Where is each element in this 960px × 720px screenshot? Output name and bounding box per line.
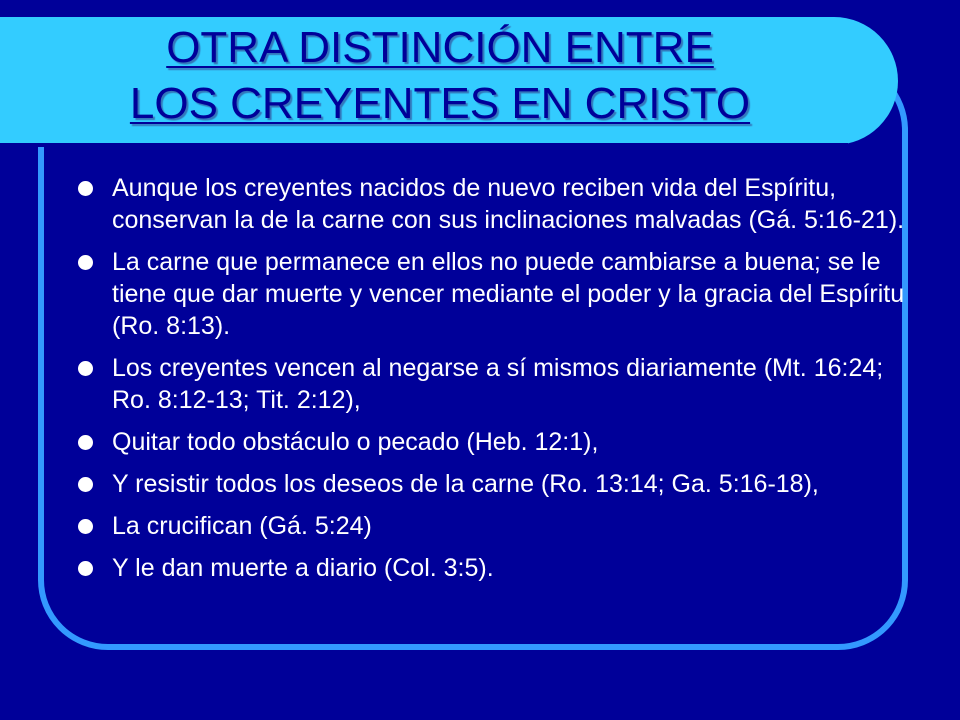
- bullet-text: Quitar todo obstáculo o pecado (Heb. 12:1),: [112, 428, 599, 456]
- bullet-item: [76, 552, 906, 584]
- bullet-dot-icon: [78, 435, 93, 450]
- bullet-item: [76, 352, 906, 416]
- bullet-item: [76, 510, 906, 542]
- title-bar-divider: [0, 143, 848, 147]
- bullet-item: [76, 246, 906, 342]
- bullet-item: [76, 468, 906, 500]
- bullet-text: Y le dan muerte a diario (Col. 3:5).: [112, 554, 494, 582]
- title-line-1: OTRA DISTINCIÓN ENTRE: [166, 23, 714, 72]
- bullet-item: [76, 426, 906, 458]
- bullet-text: La crucifican (Gá. 5:24): [112, 512, 372, 540]
- slide-title: [0, 20, 880, 132]
- bullet-dot-icon: [78, 477, 93, 492]
- bullet-text: Y resistir todos los deseos de la carne (Ro. 13:14; Ga. 5:16-18),: [112, 470, 819, 498]
- bullet-text: Los creyentes vencen al negarse a sí mismos diariamente (Mt. 16:24; Ro. 8:12-13; Tit. 2:12),: [112, 354, 884, 414]
- bullet-text: La carne que permanece en ellos no puede cambiarse a buena; se le tiene que dar muerte y vencer mediante el poder y la gracia del Espíritu (Ro. 8:13).: [112, 248, 905, 340]
- bullet-list: [76, 172, 906, 594]
- bullet-item: [76, 172, 906, 236]
- bullet-dot-icon: [78, 181, 93, 196]
- bullet-dot-icon: [78, 519, 93, 534]
- title-line-2: LOS CREYENTES EN CRISTO: [129, 79, 751, 128]
- bullet-dot-icon: [78, 255, 93, 270]
- bullet-dot-icon: [78, 361, 93, 376]
- bullet-dot-icon: [78, 561, 93, 576]
- bullet-text: Aunque los creyentes nacidos de nuevo reciben vida del Espíritu, conservan la de la carne con sus inclinaciones malvadas (Gá. 5:16-21).: [112, 174, 905, 234]
